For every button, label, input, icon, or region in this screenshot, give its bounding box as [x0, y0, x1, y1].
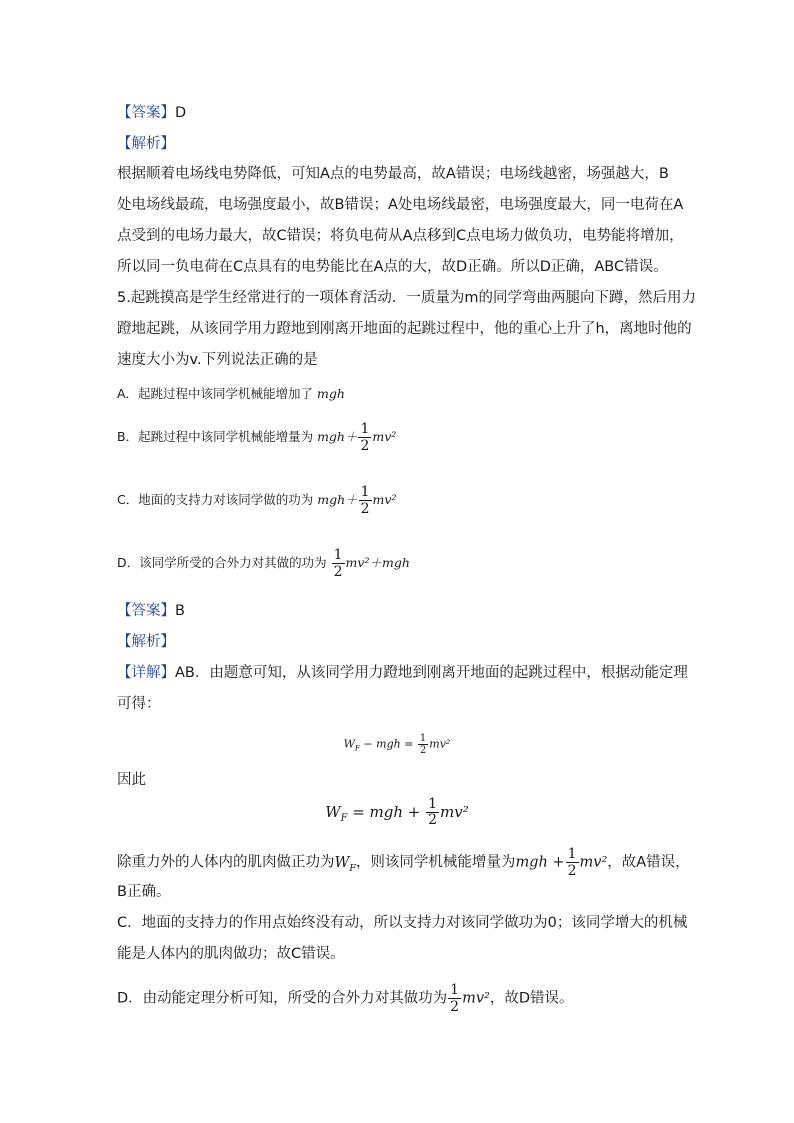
answer-value: D	[175, 105, 187, 121]
option-a-math: mgh	[317, 386, 345, 401]
analysis-tag: 【解析】	[117, 634, 175, 650]
detail-line: 除重力外的人体内的肌肉做正功为$W_F$，则该同学机械能增量为mgh + $\frac{1}{2}$ mv²，故A错误，	[117, 846, 690, 879]
analysis-text-line: 处电场线最疏，电场强度最小，故B错误；A处电场线最密，电场强度最大，同一电荷在A	[117, 197, 684, 213]
question-stem-line: 速度大小为v.下列说法正确的是	[117, 352, 318, 368]
analysis-text-line: 所以同一负电荷在C点具有的电势能比在A点的大，故D正确。所以D正确，ABC错误。	[117, 259, 668, 275]
option-c	[117, 484, 396, 517]
option-d	[117, 547, 410, 580]
option-d-text: D．该同学所受的合外力对其做的功为	[117, 555, 327, 570]
question-stem-line: 5.起跳摸高是学生经常进行的一项体育活动．一质量为m的同学弯曲两腿向下蹲，然后用力	[117, 290, 696, 306]
mv-squared: mv²	[372, 429, 397, 444]
option-b	[117, 421, 396, 454]
wf-symbol: $W_F$	[334, 854, 356, 874]
fraction-half: $\frac{1}{2}$	[419, 733, 427, 756]
detail-line	[117, 663, 688, 683]
option-b-text: B．起跳过程中该同学机械能增量为	[117, 429, 314, 444]
equation-1: $W_F$ − mgh = $\frac{1}{2}$ mv²	[343, 733, 451, 756]
answer-line	[117, 103, 186, 123]
answer-tag: 【答案】	[117, 603, 175, 619]
question-stem-line: 蹬地起跳，从该同学用力蹬地到刚离开地面的起跳过程中，他的重心上升了h，离地时他的	[117, 321, 692, 337]
analysis-heading	[117, 134, 175, 154]
option-c-text: C．地面的支持力对该同学做的功为	[117, 492, 314, 507]
answer-tag: 【答案】	[117, 105, 175, 121]
option-a	[117, 384, 345, 404]
fraction-half: $\frac{1}{2}$	[428, 796, 438, 828]
fraction-half: $\frac{1}{2}$	[567, 846, 577, 879]
answer-value: B	[175, 603, 185, 619]
analysis-tag: 【解析】	[117, 136, 175, 152]
option-d-math: mv²＋mgh	[345, 555, 410, 570]
detail-line: 可得：	[117, 696, 161, 712]
detail-line: D．由动能定理分析可知，所受的合外力对其做功为 $\frac{1}{2}$ mv²，故D错误。	[117, 982, 574, 1015]
fraction-half: $\frac{1}{2}$	[333, 547, 343, 580]
detail-line: 因此	[117, 772, 146, 788]
equation-2: $W_F$ = mgh + $\frac{1}{2}$ mv²	[325, 796, 469, 828]
detail-line: 能是人体内的肌肉做功；故C错误。	[117, 946, 345, 962]
detail-line: B正确。	[117, 884, 171, 900]
option-b-math: mgh＋	[317, 429, 358, 444]
detail-text: AB．由题意可知，从该同学用力蹬地到刚离开地面的起跳过程中，根据动能定理	[175, 665, 688, 681]
fraction-half: $\frac{1}{2}$	[360, 484, 370, 517]
detail-line: C．地面的支持力的作用点始终没有动，所以支持力对该同学做功为0；该同学增大的机械	[117, 915, 688, 931]
analysis-text-line: 点受到的电场力最大，故C错误；将负电荷从A点移到C点电场力做负功，电势能将增加，	[117, 228, 684, 244]
fraction-half: $\frac{1}{2}$	[360, 421, 370, 454]
option-c-math: mgh＋	[317, 492, 358, 507]
answer-line	[117, 601, 185, 621]
analysis-heading	[117, 632, 175, 652]
option-a-text: A．起跳过程中该同学机械能增加了	[117, 386, 314, 401]
mv-squared: mv²	[372, 492, 397, 507]
analysis-text-line: 根据顺着电场线电势降低，可知A点的电势最高，故A错误；电场线越密，场强越大，B	[117, 166, 669, 182]
fraction-half: $\frac{1}{2}$	[450, 982, 460, 1015]
detail-tag: 【详解】	[117, 665, 175, 681]
